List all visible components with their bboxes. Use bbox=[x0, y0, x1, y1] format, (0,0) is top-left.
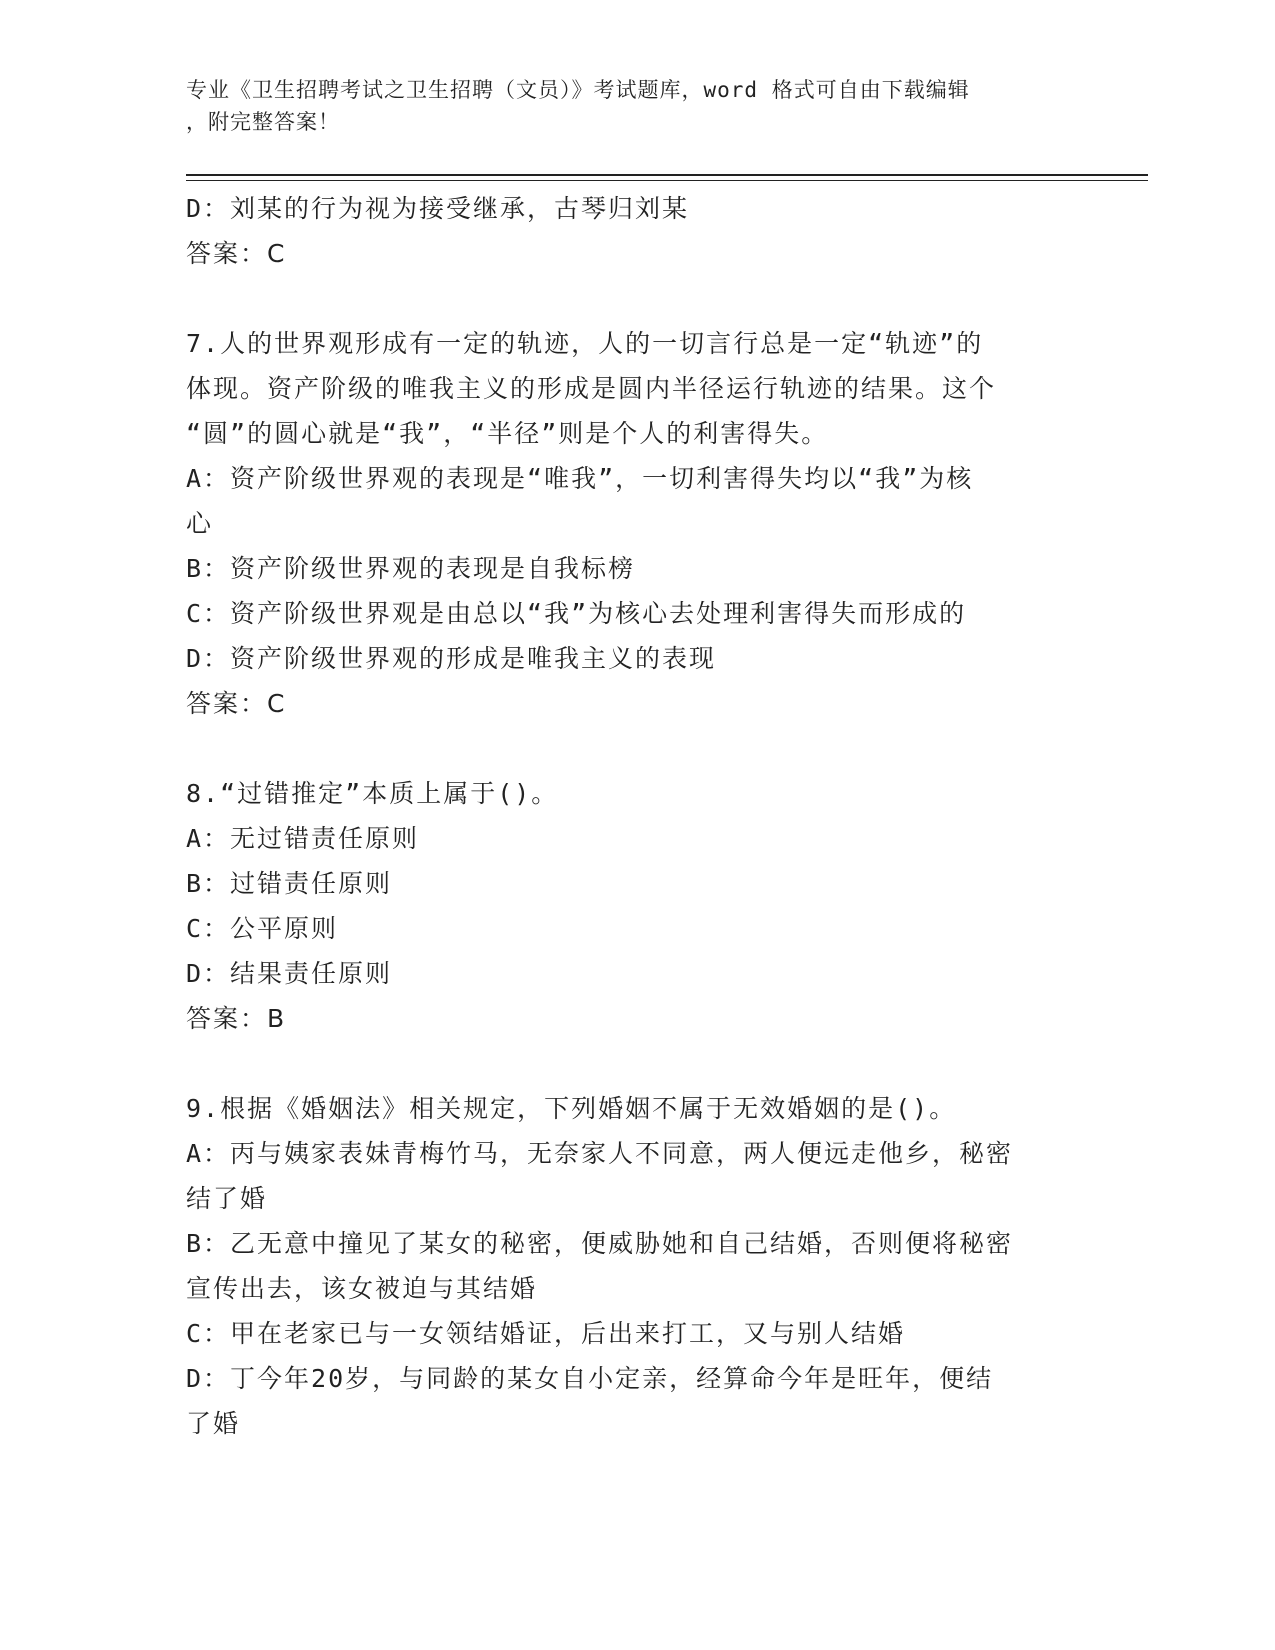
q7-option-d: D：资产阶级世界观的形成是唯我主义的表现 bbox=[186, 644, 717, 673]
q9-option-b-line-1: B：乙无意中撞见了某女的秘密，便威胁她和自己结婚，否则便将秘密 bbox=[186, 1229, 1014, 1258]
q8-answer: 答案：B bbox=[186, 1004, 287, 1033]
document-header bbox=[186, 74, 1066, 138]
question-6-tail bbox=[186, 186, 1086, 276]
q9-option-b-line-2: 宣传出去，该女被迫与其结婚 bbox=[186, 1274, 538, 1303]
header-rule-thick bbox=[186, 174, 1148, 176]
q7-stem-line-3: “圆”的圆心就是“我”，“半径”则是个人的利害得失。 bbox=[186, 419, 829, 448]
q7-option-a-line-1: A：资产阶级世界观的表现是“唯我”，一切利害得失均以“我”为核 bbox=[186, 464, 974, 493]
question-9 bbox=[186, 1086, 1086, 1446]
q8-option-d: D：结果责任原则 bbox=[186, 959, 393, 988]
q7-option-c: C：资产阶级世界观是由总以“我”为核心去处理利害得失而形成的 bbox=[186, 599, 967, 628]
q9-option-c: C：甲在老家已与一女领结婚证，后出来打工，又与别人结婚 bbox=[186, 1319, 906, 1348]
question-7 bbox=[186, 321, 1086, 726]
q7-option-b: B：资产阶级世界观的表现是自我标榜 bbox=[186, 554, 636, 583]
header-rule-thin bbox=[186, 180, 1148, 181]
q7-stem-line-1: 7.人的世界观形成有一定的轨迹，人的一切言行总是一定“轨迹”的 bbox=[186, 329, 984, 358]
q9-option-a-line-1: A：丙与姨家表妹青梅竹马，无奈家人不同意，两人便远走他乡，秘密 bbox=[186, 1139, 1014, 1168]
q9-option-d-line-1: D：丁今年20岁，与同龄的某女自小定亲，经算命今年是旺年，便结 bbox=[186, 1364, 994, 1393]
q7-stem-line-2: 体现。资产阶级的唯我主义的形成是圆内半径运行轨迹的结果。这个 bbox=[186, 374, 997, 403]
q8-stem: 8.“过错推定”本质上属于()。 bbox=[186, 779, 559, 808]
header-line-1: 专业《卫生招聘考试之卫生招聘（文员）》考试题库，word 格式可自由下载编辑 bbox=[186, 78, 970, 102]
q8-option-b: B：过错责任原则 bbox=[186, 869, 393, 898]
q9-option-d-line-2: 了婚 bbox=[186, 1409, 241, 1438]
spacer bbox=[186, 276, 1086, 321]
document-body bbox=[186, 186, 1086, 1446]
q7-answer: 答案：C bbox=[186, 689, 287, 718]
q7-option-a-line-2: 心 bbox=[186, 509, 214, 538]
q8-option-c: C：公平原则 bbox=[186, 914, 339, 943]
q6-option-d: D：刘某的行为视为接受继承，古琴归刘某 bbox=[186, 194, 690, 223]
question-8 bbox=[186, 771, 1086, 1041]
q9-stem: 9.根据《婚姻法》相关规定，下列婚姻不属于无效婚姻的是()。 bbox=[186, 1094, 957, 1123]
q6-answer: 答案：C bbox=[186, 239, 287, 268]
spacer bbox=[186, 726, 1086, 771]
spacer bbox=[186, 1041, 1086, 1086]
q8-option-a: A：无过错责任原则 bbox=[186, 824, 420, 853]
header-line-2: ，附完整答案！ bbox=[186, 110, 340, 134]
q9-option-a-line-2: 结了婚 bbox=[186, 1184, 268, 1213]
